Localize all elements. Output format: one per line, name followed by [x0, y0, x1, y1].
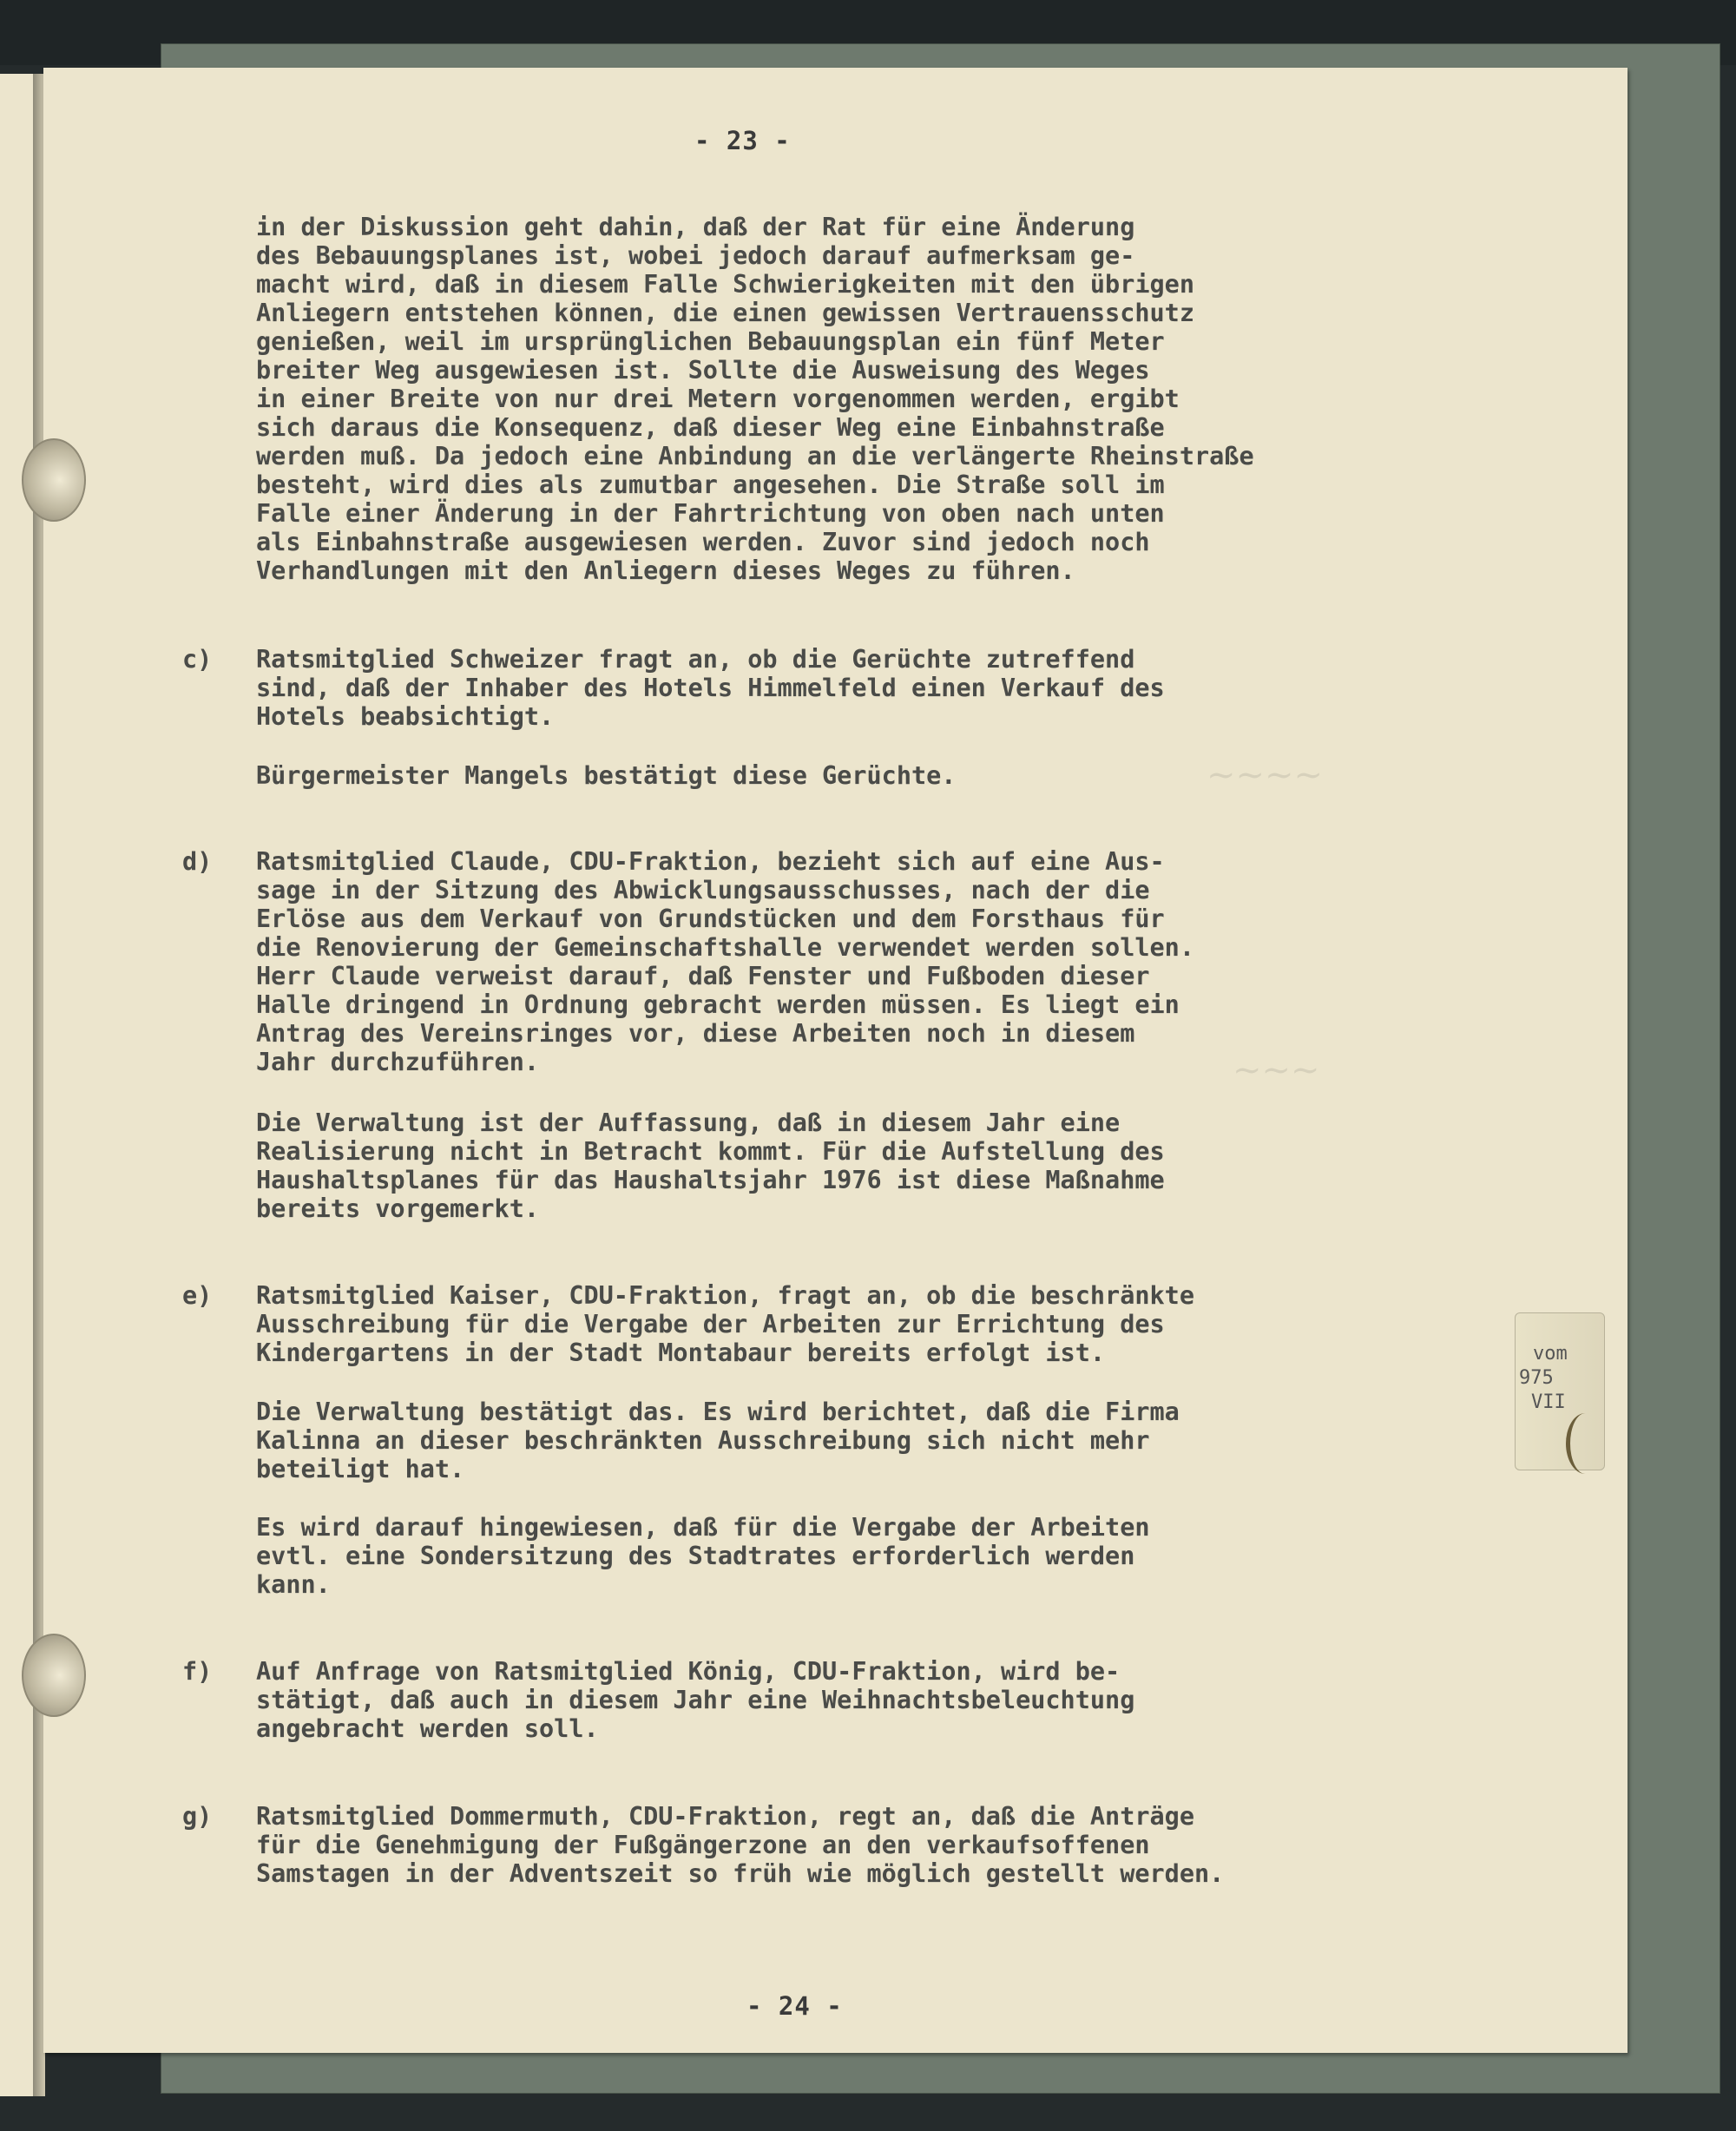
- handwritten-mark-icon: [1566, 1413, 1605, 1474]
- paragraph-f1: Auf Anfrage von Ratsmitglied König, CDU-Fraktion, wird be- stätigt, daß auch in diesem Jahr eine Weihnachtsbeleuchtung angebracht werden soll.: [256, 1657, 1135, 1743]
- index-tab-line1: vom: [1533, 1343, 1568, 1365]
- paragraph-g1: Ratsmitglied Dommermuth, CDU-Fraktion, regt an, daß die Anträge für die Genehmigung der Fußgängerzone an den verkaufsoffenen Samstagen in der Adventszeit so früh wie möglich gestellt werden.: [256, 1802, 1225, 1888]
- binder-ring-icon: [22, 1634, 86, 1717]
- index-tab-line3: VII: [1531, 1391, 1566, 1413]
- paragraph-d1: Ratsmitglied Claude, CDU-Fraktion, bezieht sich auf eine Aus- sage in der Sitzung des Abwicklungsausschusses, nach der die Erlöse aus dem Verkauf von Grundstücken und dem Forsthaus für die Renovierung der Gemeinschaftshalle verwendet werden sollen. Herr Claude verweist darauf, daß Fenster und Fußboden dieser Halle dringend in Ordnung gebracht werden müssen. Es liegt ein Antrag des Vereinsringes vor, diese Arbeiten noch in diesem Jahr durchzuführen.: [256, 847, 1194, 1076]
- left-page-edge: [0, 74, 33, 2096]
- item-marker-g: g): [182, 1802, 213, 1831]
- next-page-number: - 24 -: [746, 1991, 843, 2021]
- paragraph-intro: in der Diskussion geht dahin, daß der Rat für eine Änderung des Bebauungsplanes ist, wobei jedoch darauf aufmerksam ge- macht wird, daß in diesem Falle Schwierigkeiten mit den übrigen Anliegern entstehen können, die einen gewissen Vertrauensschutz genießen, weil im ursprünglichen Bebauungsplan ein fünf Meter breiter Weg ausgewiesen ist. Sollte die Ausweisung des Weges in einer Breite von nur drei Metern vorgenommen werden, ergibt sich daraus die Konsequenz, daß dieser Weg eine Einbahnstraße werden muß. Da jedoch eine Anbindung an die verlängerte Rheinstraße besteht, wird dies als zumutbar angesehen. Die Straße soll im Falle einer Änderung in der Fahrtrichtung von oben nach unten als Einbahnstraße ausgewiesen werden. Zuvor sind jedoch noch Verhandlungen mit den Anliegern dieses Weges zu führen.: [256, 213, 1254, 585]
- item-marker-f: f): [182, 1657, 213, 1686]
- item-marker-e: e): [182, 1281, 213, 1310]
- paragraph-e1: Ratsmitglied Kaiser, CDU-Fraktion, fragt an, ob die beschränkte Ausschreibung für die Vergabe der Arbeiten zur Errichtung des Kindergartens in der Stadt Montabaur bereits erfolgt ist.: [256, 1281, 1194, 1367]
- paragraph-e2: Die Verwaltung bestätigt das. Es wird berichtet, daß die Firma Kalinna an dieser beschränkten Ausschreibung sich nicht mehr beteiligt hat.: [256, 1398, 1180, 1483]
- paragraph-d2: Die Verwaltung ist der Auffassung, daß in diesem Jahr eine Realisierung nicht in Betracht kommt. Für die Aufstellung des Haushaltsplanes für das Haushaltsjahr 1976 ist diese Maßnahme bereits vorgemerkt.: [256, 1108, 1165, 1223]
- bleed-through-mark: ~~~~: [1207, 755, 1324, 795]
- index-tab[interactable]: [1515, 1312, 1605, 1470]
- bleed-through-mark: ~~~: [1233, 1050, 1320, 1090]
- item-marker-c: c): [182, 645, 213, 674]
- paragraph-c1: Ratsmitglied Schweizer fragt an, ob die Gerüchte zutreffend sind, daß der Inhaber des Hotels Himmelfeld einen Verkauf des Hotels beabsichtigt.: [256, 645, 1165, 731]
- paragraph-e3: Es wird darauf hingewiesen, daß für die Vergabe der Arbeiten evtl. eine Sondersitzung des Stadtrates erforderlich werden kann.: [256, 1513, 1150, 1599]
- binder-ring-icon: [22, 438, 86, 522]
- paragraph-c2: Bürgermeister Mangels bestätigt diese Gerüchte.: [256, 761, 957, 790]
- page-number: - 23 -: [694, 126, 791, 155]
- item-marker-d: d): [182, 847, 213, 876]
- index-tab-line2: 975: [1519, 1367, 1554, 1389]
